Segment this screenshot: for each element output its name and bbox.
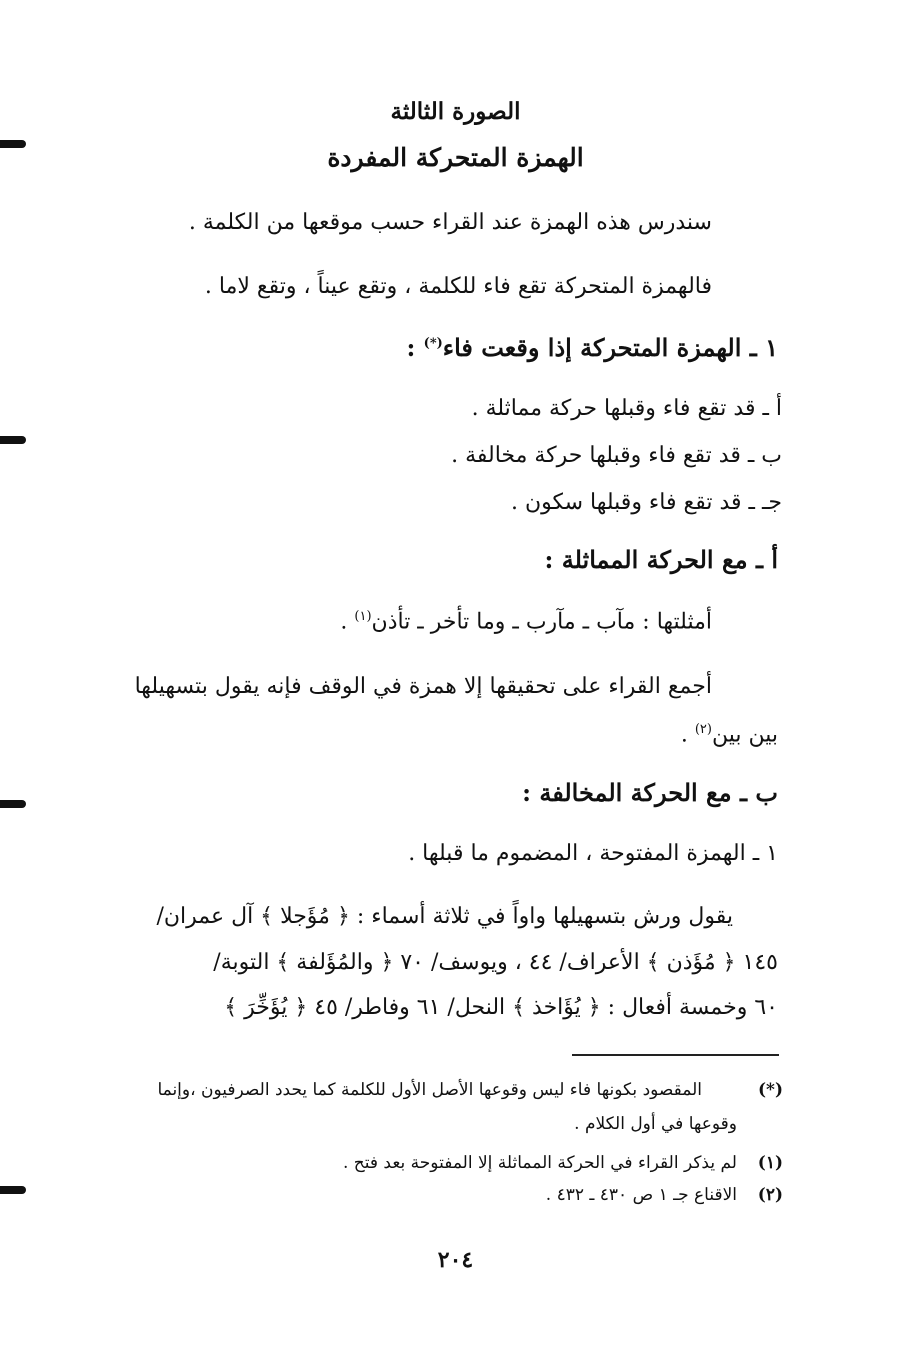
subsection-heading: أ ـ مع الحركة المماثلة : [544,545,778,574]
footnote-text: وقوعها في أول الكلام . [574,1114,737,1134]
footnote-ref: (*) [423,336,443,351]
list-item: أ ـ قد تقع فاء وقبلها حركة مماثلة . [471,396,782,421]
footnote-marker: (١) [757,1153,783,1173]
binding-mark [0,436,26,444]
paragraph-line: ١٤٥ ﴿ مُؤَذن ﴾ الأعراف/ ٤٤ ، ويوسف/ ٧٠ ﴿ والمُؤَلفة ﴾ التوبة/ [213,950,778,975]
intro-line: سندرس هذه الهمزة عند القراء حسب موقعها من الكلمة . [188,210,712,235]
paragraph-line: بين بين$^{(٢)}$ . [680,722,778,748]
footnote-marker: (٢) [757,1185,783,1205]
footnote-ref: (١) [354,609,372,624]
intro-line: فالهمزة المتحركة تقع فاء للكلمة ، وتقع عيناً ، وتقع لاما . [204,274,712,299]
page-subtitle: الهمزة المتحركة المفردة [327,143,584,172]
list-item: ب ـ قد تقع فاء وقبلها حركة مخالفة . [451,443,782,468]
section-heading: ١ ـ الهمزة المتحركة إذا وقعت فاء(*) : [406,333,778,362]
footnote-text: المقصود بكونها فاء ليس وقوعها الأصل الأول للكلمة كما يحدد الصرفيون ،وإنما [157,1080,702,1100]
footnote-ref: (٢) [694,722,712,737]
point-line: ١ ـ الهمزة المفتوحة ، المضموم ما قبلها . [408,841,778,866]
examples-line: أمثلتها : مآب ـ مآرب ـ وما تأخر ـ تأذن$^{(١)}$ . [340,609,712,635]
paragraph-line: ٦٠ وخمسة أفعال : ﴿ يُؤَاخذ ﴾ النحل/ ٦١ وفاطر/ ٤٥ ﴿ يُؤَخِّرَ ﴾ [224,995,778,1020]
list-item: جـ ـ قد تقع فاء وقبلها سكون . [510,490,782,515]
footnote-text: الاقناع جـ ١ ص ٤٣٠ ـ ٤٣٢ . [545,1185,737,1205]
page-number: ٢٠٤ [437,1247,474,1273]
binding-mark [0,1186,26,1194]
paragraph-line: أجمع القراء على تحقيقها إلا همزة في الوقف فإنه يقول بتسهيلها [134,674,712,699]
paragraph-line: يقول ورش بتسهيلها واواً في ثلاثة أسماء : ﴿ مُؤَجلا ﴾ آل عمران/ [156,904,733,929]
section-heading-text: ١ ـ الهمزة المتحركة إذا وقعت فاء [442,333,778,362]
page-title: الصورة الثالثة [390,98,521,125]
footnote-text: لم يذكر القراء في الحركة المماثلة إلا المفتوحة بعد فتح . [342,1153,737,1173]
footnote-divider [572,1054,779,1056]
footnote-marker: (*) [758,1080,783,1100]
binding-mark [0,800,26,808]
subsection-heading: ب ـ مع الحركة المخالفة : [522,778,778,807]
